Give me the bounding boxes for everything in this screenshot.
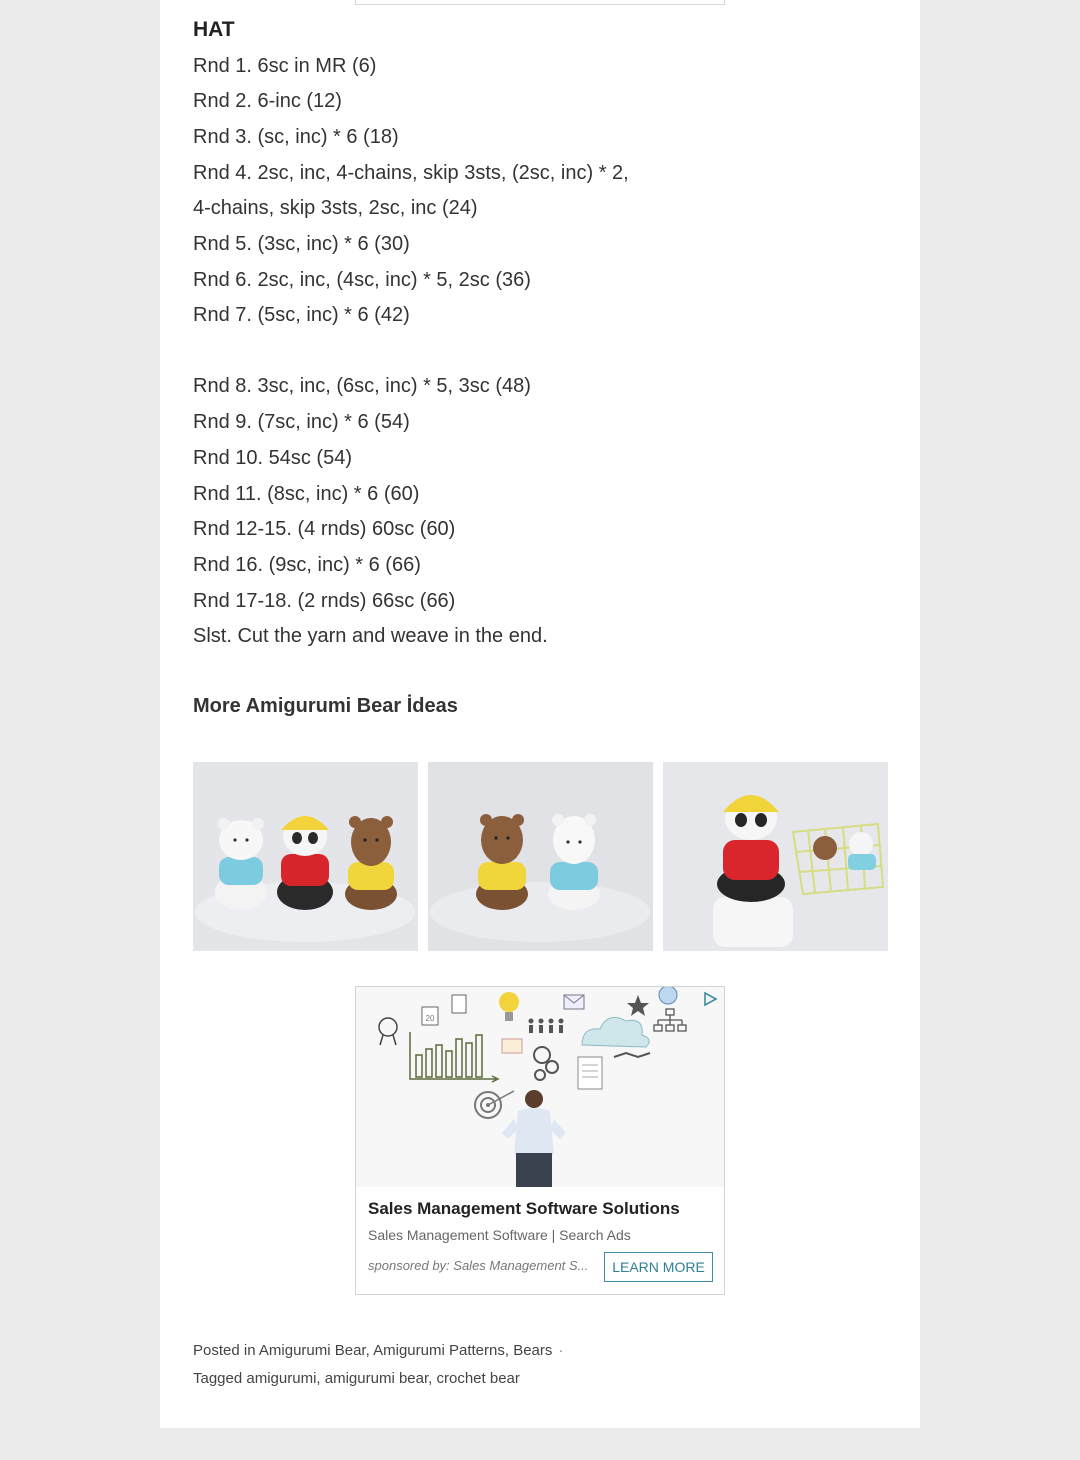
pattern-round: Rnd 9. (7sc, inc) * 6 (54) — [193, 411, 410, 433]
business-icons-illustration — [356, 987, 724, 1187]
ad-description: Sales Management Software | Search Ads — [368, 1227, 631, 1243]
bears-photo-3 — [663, 762, 888, 951]
posted-in-label: Posted in — [193, 1342, 256, 1359]
bears-photo-2 — [428, 762, 653, 951]
pattern-round: Rnd 17-18. (2 rnds) 66sc (66) — [193, 590, 456, 612]
pattern-round: Rnd 6. 2sc, inc, (4sc, inc) * 5, 2sc (36) — [193, 269, 531, 291]
related-post-thumbnail-2[interactable] — [428, 762, 653, 951]
adchoices-icon[interactable] — [702, 991, 718, 1007]
pattern-round: Rnd 5. (3sc, inc) * 6 (30) — [193, 233, 410, 255]
calendar-day-label: 20 — [425, 1014, 435, 1023]
related-post-thumbnail-1[interactable] — [193, 762, 418, 951]
post-categories: Posted in Amigurumi Bear, Amigurumi Patterns, Bears · — [193, 1342, 564, 1359]
ad-sponsor: sponsored by: Sales Management S... — [368, 1258, 589, 1273]
tag-link[interactable]: crochet bear — [436, 1370, 520, 1387]
ad-headline[interactable]: Sales Management Software Solutions — [368, 1199, 680, 1218]
post-tags: Tagged amigurumi, amigurumi bear, crochet bear — [193, 1370, 520, 1387]
pattern-round: Slst. Cut the yarn and weave in the end. — [193, 625, 548, 647]
tag-link[interactable]: amigurumi — [246, 1370, 317, 1387]
pattern-round: Rnd 16. (9sc, inc) * 6 (66) — [193, 554, 421, 576]
meta-separator: · — [558, 1342, 564, 1359]
bears-photo-1 — [193, 762, 418, 951]
tagged-label: Tagged — [193, 1370, 243, 1387]
section-heading: HAT — [193, 18, 235, 41]
category-link[interactable]: Amigurumi Bear — [258, 1342, 366, 1359]
pattern-round: Rnd 3. (sc, inc) * 6 (18) — [193, 126, 399, 148]
pattern-round: Rnd 2. 6-inc (12) — [193, 90, 342, 112]
learn-more-button[interactable]: LEARN MORE — [604, 1252, 713, 1282]
pattern-round: 4-chains, skip 3sts, 2sc, inc (24) — [193, 197, 478, 219]
pattern-round: Rnd 4. 2sc, inc, 4-chains, skip 3sts, (2sc, inc) * 2, — [193, 162, 629, 184]
ad-image — [356, 987, 724, 1187]
category-link[interactable]: Amigurumi Patterns — [373, 1342, 505, 1359]
pattern-round: Rnd 10. 54sc (54) — [193, 447, 352, 469]
pattern-round: Rnd 12-15. (4 rnds) 60sc (60) — [193, 518, 456, 540]
previous-ad-border — [355, 0, 725, 5]
pattern-round: Rnd 8. 3sc, inc, (6sc, inc) * 5, 3sc (48) — [193, 375, 531, 397]
related-post-thumbnail-3[interactable] — [663, 762, 888, 951]
tag-link[interactable]: amigurumi bear — [324, 1370, 429, 1387]
related-posts-heading: More Amigurumi Bear İdeas — [193, 695, 458, 717]
sponsored-ad[interactable] — [355, 986, 725, 1295]
pattern-round: Rnd 11. (8sc, inc) * 6 (60) — [193, 483, 420, 505]
pattern-round: Rnd 7. (5sc, inc) * 6 (42) — [193, 304, 410, 326]
category-link[interactable]: Bears — [513, 1342, 553, 1359]
pattern-round: Rnd 1. 6sc in MR (6) — [193, 55, 377, 77]
